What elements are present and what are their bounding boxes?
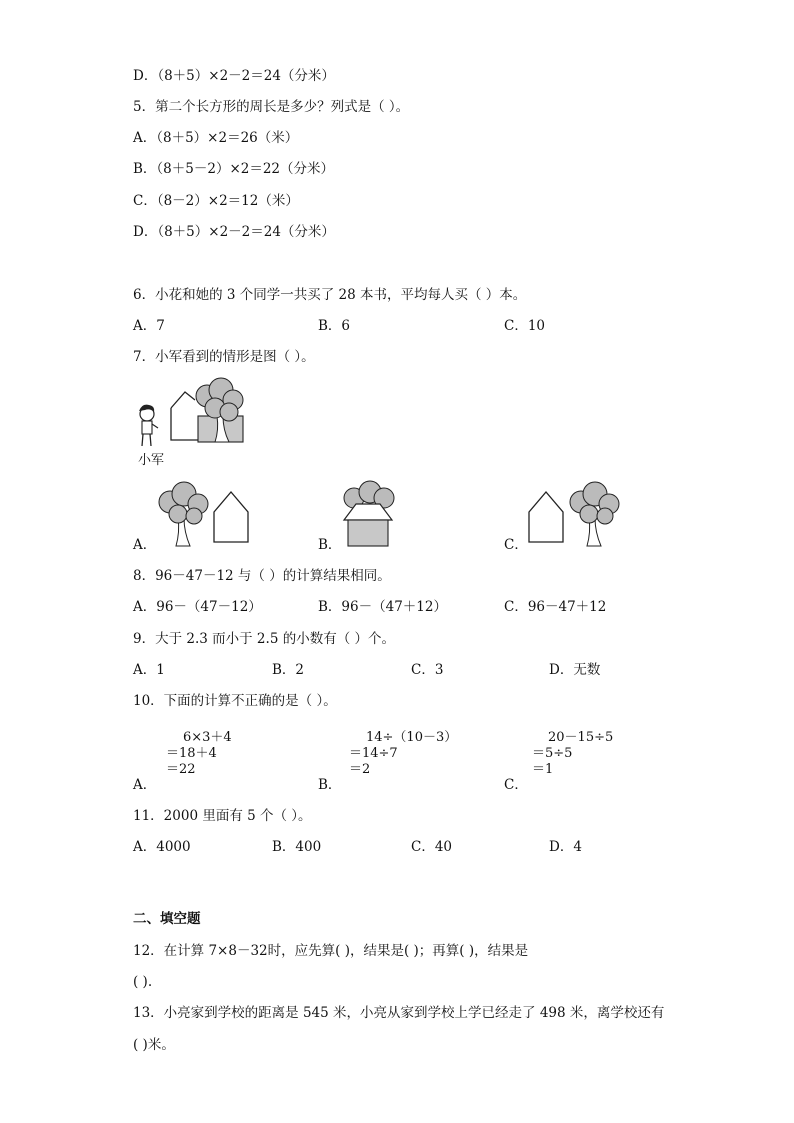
q7-option-b-figure [342,482,402,548]
q5-option-a: A．（8＋5）×2＝26（米） [133,130,299,146]
q10-calc-c-line2: ＝5÷5 [532,746,573,761]
q12-line1: 12．在计算 7×8－32时，应先算( )，结果是( )；再算( )，结果是 [133,943,529,959]
q11-option-c: C．40 [411,839,453,855]
q7-option-a: A． [133,537,157,553]
q5-option-b: B．（8＋5－2）×2＝22（分米） [133,161,335,177]
q13-line2: ( )米。 [133,1037,175,1053]
boy-figure [139,405,158,446]
q5-option-d: D．（8＋5）×2－2＝24（分米） [133,224,335,240]
q10-calc-b-line1: 14÷（10－3） [366,730,458,745]
q6-stem: 6．小花和她的 3 个同学一共买了 28 本书，平均每人买（ ）本。 [133,287,527,303]
q8-stem: 8．96－47－12 与（ ）的计算结果相同。 [133,568,391,584]
q5-stem: 5．第二个长方形的周长是多少？列式是（ ）。 [133,99,410,115]
q10-calc-b-line3: ＝2 [349,762,371,777]
q10-calc-a-line1: 6×3＋4 [183,730,232,745]
q6-option-c: C．10 [504,318,546,334]
q7-option-c: C． [504,537,528,553]
q10-option-c: C． [504,777,528,793]
q11-option-a: A．4000 [133,839,191,855]
q9-option-c: C．3 [411,662,444,678]
house-figure [344,504,392,546]
q7-option-c-figure [527,482,622,548]
q8-option-b: B．96－（47＋12） [318,599,447,615]
q9-stem: 9．大于 2.3 而小于 2.5 的小数有（ ）个。 [133,631,395,647]
q11-option-b: B．400 [272,839,322,855]
q10-option-a: A． [133,777,157,793]
q11-option-d: D．4 [549,839,582,855]
q10-calc-a-line2: ＝18＋4 [166,746,217,761]
q9-option-a: A．1 [133,662,165,678]
house-figure [529,492,563,542]
q7-option-a-figure [158,482,253,548]
q5-option-c: C．（8－2）×2＝12（米） [133,193,299,209]
house-figure [214,492,248,542]
q7-stem: 7．小军看到的情形是图（ ）。 [133,349,315,365]
q12-line2: ( ). [133,974,153,990]
q10-calc-c-line3: ＝1 [532,762,554,777]
q6-option-a: A．7 [133,318,165,334]
q10-calc-a-line3: ＝22 [166,762,196,777]
q6-option-b: B．6 [318,318,351,334]
q11-stem: 11．2000 里面有 5 个（ ）。 [133,808,312,824]
q7-option-b: B． [318,537,342,553]
q10-option-b: B． [318,777,342,793]
q10-calc-b-line2: ＝14÷7 [349,746,398,761]
q10-stem: 10．下面的计算不正确的是（ ）。 [133,693,337,709]
q13-line1: 13．小亮家到学校的距离是 545 米，小亮从家到学校上学已经走了 498 米，离学校还有 [133,1005,665,1021]
q7-figure-label: 小军 [138,453,165,468]
q10-calc-c-line1: 20－15÷5 [548,730,614,745]
tree-figure [570,482,619,546]
q4-option-d: D．（8＋5）×2－2＝24（分米） [133,68,335,84]
q9-option-d: D．无数 [549,662,601,678]
q8-option-a: A．96－（47－12） [133,599,262,615]
section-heading: 二、填空题 [133,911,201,927]
tree-figure [159,482,208,546]
q9-option-b: B．2 [272,662,305,678]
q8-option-c: C．96－47＋12 [504,599,607,615]
